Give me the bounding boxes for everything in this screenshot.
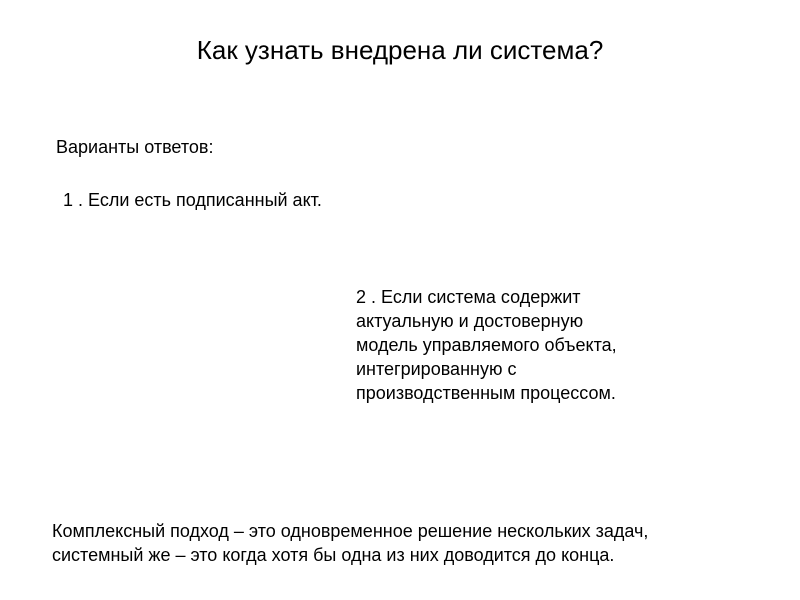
answer-option-2 <box>356 285 617 405</box>
conclusion-text <box>52 519 648 567</box>
slide-title: Как узнать внедрена ли система? <box>196 35 604 65</box>
answer-option-1: 1 . Если есть подписанный акт. <box>63 190 322 210</box>
answer-option-2-line: интегрированную с <box>356 359 517 379</box>
answer-option-2-line: производственным процессом. <box>356 383 616 403</box>
answer-option-2-line: 2 . Если система содержит <box>356 287 581 307</box>
answer-option-2-line: модель управляемого объекта, <box>356 335 617 355</box>
conclusion-line: Комплексный подход – это одновременное решение нескольких задач, <box>52 521 649 541</box>
answers-label: Варианты ответов: <box>56 137 214 157</box>
answer-option-2-line: актуальную и достоверную <box>356 311 584 331</box>
conclusion-line: системный же – это когда хотя бы одна из них доводится до конца. <box>52 545 615 565</box>
